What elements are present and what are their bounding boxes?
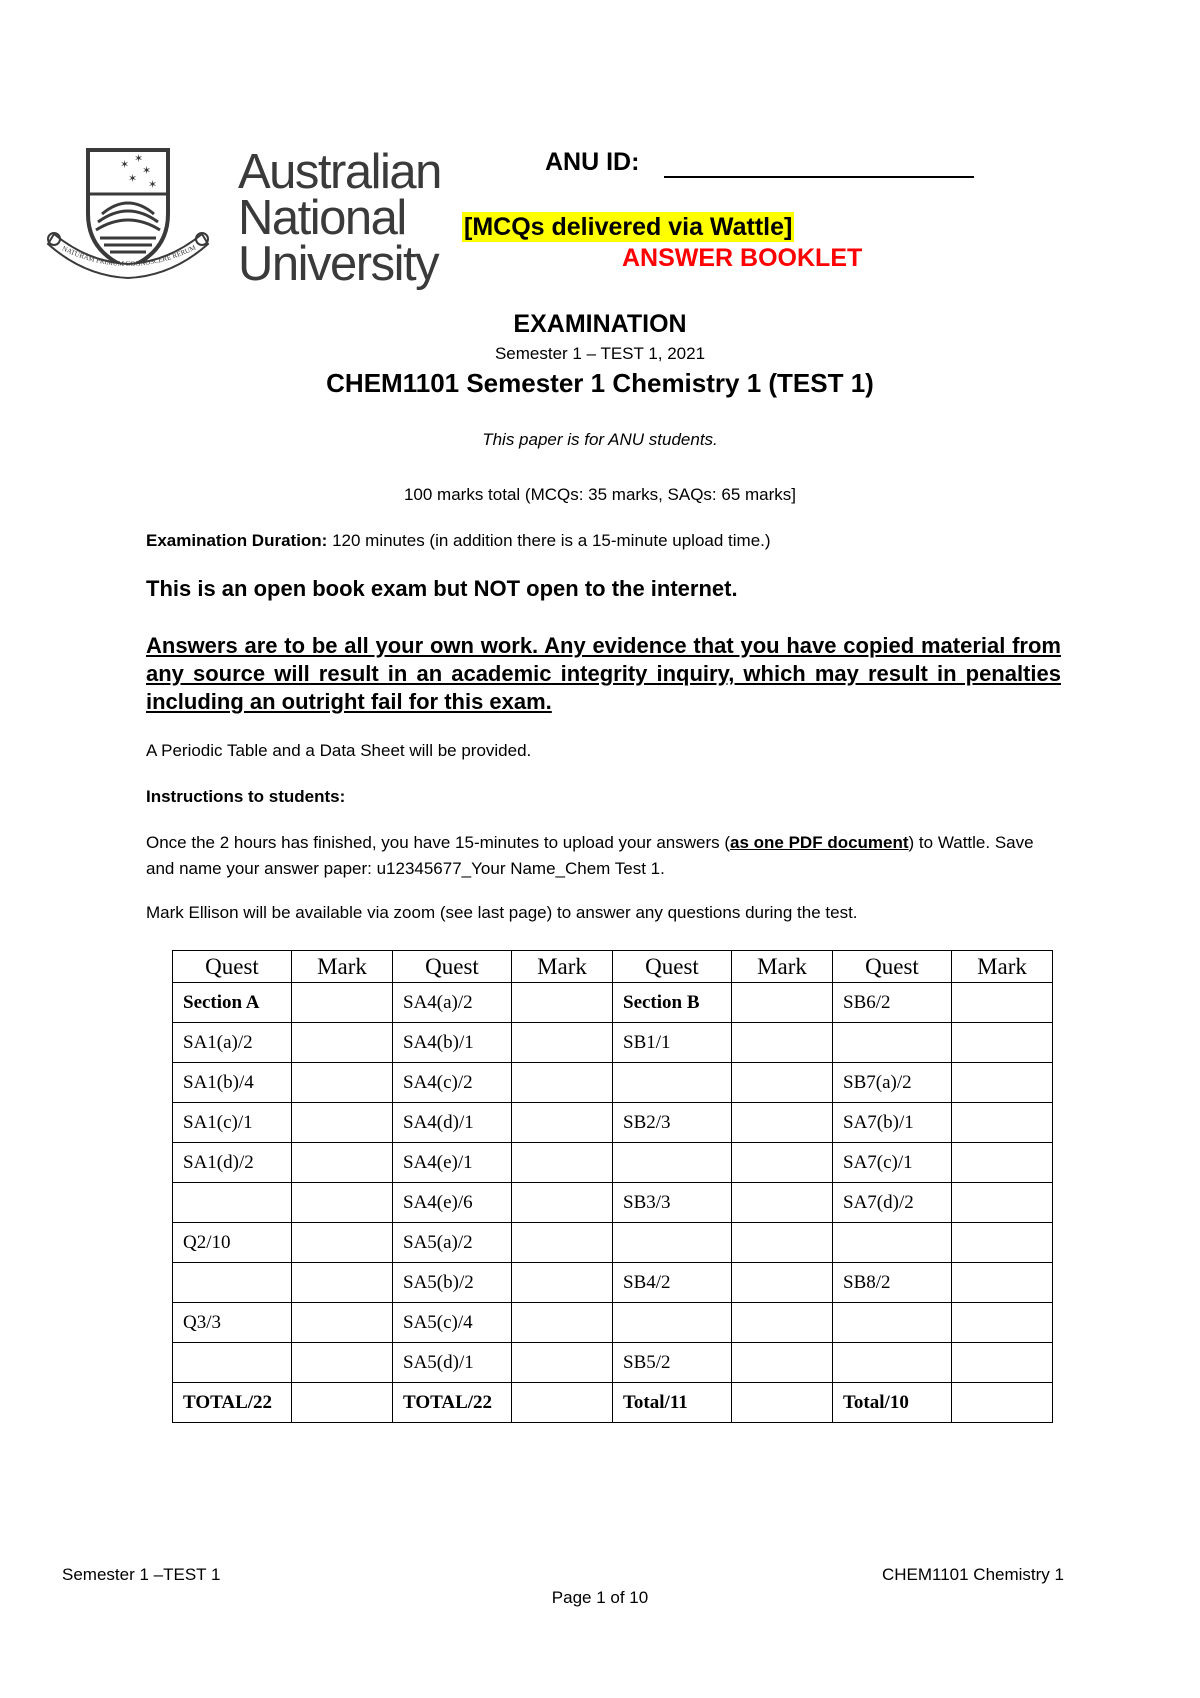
question-cell: SA5(a)/2: [393, 1223, 512, 1263]
mark-cell[interactable]: [732, 1303, 833, 1343]
question-cell: [613, 1223, 732, 1263]
logo-word-3: University: [238, 237, 439, 291]
open-book-notice: This is an open book exam but NOT open to the internet.: [146, 576, 738, 601]
question-cell: [833, 1223, 952, 1263]
table-row: [173, 1103, 1053, 1143]
question-cell: [173, 1263, 292, 1303]
question-cell: SA1(b)/4: [173, 1063, 292, 1103]
question-cell: [613, 1303, 732, 1343]
question-cell: [173, 1183, 292, 1223]
table-row: [173, 983, 1053, 1023]
upload-text-2: ) to Wattle. Save and name your answer paper: u12345677_Your Name_Chem Test 1.: [146, 833, 1034, 878]
question-cell: TOTAL/22: [173, 1383, 292, 1423]
table-row: [173, 1263, 1053, 1303]
question-cell: SB6/2: [833, 983, 952, 1023]
header-mark: Mark: [512, 951, 613, 983]
question-cell: [613, 1143, 732, 1183]
mark-cell[interactable]: [512, 1183, 613, 1223]
mark-cell[interactable]: [732, 1263, 833, 1303]
svg-text:✶: ✶: [148, 178, 158, 191]
mark-cell[interactable]: [512, 983, 613, 1023]
mark-cell[interactable]: [732, 1063, 833, 1103]
footer-right: CHEM1101 Chemistry 1: [881, 1565, 1064, 1584]
mcq-delivery-note: [MCQs delivered via Wattle]: [464, 213, 793, 241]
upload-format-emphasis: as one PDF document: [730, 833, 909, 852]
mark-cell[interactable]: [292, 983, 393, 1023]
table-body: [173, 983, 1053, 1423]
mark-cell[interactable]: [512, 1263, 613, 1303]
mark-cell[interactable]: [292, 1223, 393, 1263]
mark-cell[interactable]: [512, 1103, 613, 1143]
academic-integrity-warning: Answers are to be all your own work. Any evidence that you have copied material from any source will result in an academic integrity inquiry, which may result in penalties including an outright fail for this exam.: [146, 633, 1061, 714]
exam-duration: [146, 528, 1061, 554]
mark-cell[interactable]: [732, 1143, 833, 1183]
question-cell: SB5/2: [613, 1343, 732, 1383]
question-cell: SA7(b)/1: [833, 1103, 952, 1143]
table-row: [173, 1183, 1053, 1223]
mark-cell[interactable]: [292, 1183, 393, 1223]
table-header-row: [173, 951, 1053, 983]
table-row: [173, 1063, 1053, 1103]
question-cell: [833, 1303, 952, 1343]
question-cell: SA7(d)/2: [833, 1183, 952, 1223]
mark-cell[interactable]: [952, 1303, 1053, 1343]
logo-motto: NATURAM PRIMUM COGNOSCERE RERUM: [60, 243, 198, 269]
mark-cell[interactable]: [952, 1183, 1053, 1223]
anu-id-blank-line[interactable]: [664, 176, 974, 178]
mark-cell[interactable]: [292, 1303, 393, 1343]
mark-cell[interactable]: [952, 983, 1053, 1023]
question-cell: Section A: [173, 983, 292, 1023]
upload-instructions: [146, 830, 1061, 882]
header-quest: Quest: [613, 951, 732, 983]
svg-text:✶: ✶: [128, 172, 138, 185]
mark-cell[interactable]: [292, 1023, 393, 1063]
question-cell: [833, 1343, 952, 1383]
zoom-availability-note: Mark Ellison will be available via zoom (see last page) to answer any questions during the test.: [146, 903, 858, 922]
mark-cell[interactable]: [512, 1303, 613, 1343]
table-row: [173, 1303, 1053, 1343]
semester-line: Semester 1 – TEST 1, 2021: [494, 344, 706, 363]
mark-cell[interactable]: [512, 1383, 613, 1423]
mark-cell[interactable]: [952, 1023, 1053, 1063]
question-cell: Section B: [613, 983, 732, 1023]
question-cell: SB4/2: [613, 1263, 732, 1303]
table-row: [173, 1143, 1053, 1183]
mark-cell[interactable]: [732, 1383, 833, 1423]
header-mark: Mark: [292, 951, 393, 983]
question-cell: SB1/1: [613, 1023, 732, 1063]
table-row: [173, 1383, 1053, 1423]
question-cell: [173, 1343, 292, 1383]
header-quest: Quest: [833, 951, 952, 983]
question-cell: SA4(e)/1: [393, 1143, 512, 1183]
table-row: [173, 1343, 1053, 1383]
anu-id-label: ANU ID:: [545, 148, 640, 176]
mark-cell[interactable]: [952, 1223, 1053, 1263]
header-mark: Mark: [732, 951, 833, 983]
question-cell: Q2/10: [173, 1223, 292, 1263]
exam-heading: EXAMINATION: [513, 310, 687, 338]
paper-audience-note: This paper is for ANU students.: [482, 430, 718, 449]
mark-cell[interactable]: [952, 1263, 1053, 1303]
question-cell: SB8/2: [833, 1263, 952, 1303]
mark-cell[interactable]: [952, 1103, 1053, 1143]
marks-total: 100 marks total (MCQs: 35 marks, SAQs: 65 marks]: [403, 485, 797, 504]
mark-cell[interactable]: [732, 1023, 833, 1063]
mark-cell[interactable]: [732, 1103, 833, 1143]
logo-word-2: National: [238, 191, 406, 245]
question-cell: SA1(c)/1: [173, 1103, 292, 1143]
mark-cell[interactable]: [292, 1343, 393, 1383]
mark-cell[interactable]: [732, 1223, 833, 1263]
mark-cell[interactable]: [952, 1143, 1053, 1183]
instructions-heading: Instructions to students:: [146, 787, 346, 806]
mark-cell[interactable]: [512, 1343, 613, 1383]
mark-cell[interactable]: [292, 1383, 393, 1423]
svg-text:✶: ✶: [142, 164, 152, 177]
mark-cell[interactable]: [292, 1103, 393, 1143]
course-title: CHEM1101 Semester 1 Chemistry 1 (TEST 1): [326, 368, 874, 398]
mark-cell[interactable]: [732, 983, 833, 1023]
page-number: Page 1 of 10: [551, 1588, 649, 1607]
question-cell: SA1(d)/2: [173, 1143, 292, 1183]
table-row: [173, 1023, 1053, 1063]
mark-cell[interactable]: [952, 1343, 1053, 1383]
mark-cell[interactable]: [292, 1143, 393, 1183]
duration-text: 120 minutes (in addition there is a 15-minute upload time.): [327, 531, 771, 550]
mark-cell[interactable]: [292, 1263, 393, 1303]
question-cell: SA4(c)/2: [393, 1063, 512, 1103]
periodic-table-note: A Periodic Table and a Data Sheet will be provided.: [146, 741, 532, 760]
question-cell: SA7(c)/1: [833, 1143, 952, 1183]
mark-cell[interactable]: [952, 1063, 1053, 1103]
question-cell: SA1(a)/2: [173, 1023, 292, 1063]
question-cell: [833, 1023, 952, 1063]
question-cell: SA4(e)/6: [393, 1183, 512, 1223]
question-cell: SA4(d)/1: [393, 1103, 512, 1143]
header-mark: Mark: [952, 951, 1053, 983]
question-cell: SB3/3: [613, 1183, 732, 1223]
mark-cell[interactable]: [952, 1383, 1053, 1423]
question-cell: SA5(c)/4: [393, 1303, 512, 1343]
question-cell: Total/10: [833, 1383, 952, 1423]
footer-left: Semester 1 –TEST 1: [62, 1565, 221, 1584]
upload-text-1: Once the 2 hours has finished, you have 15-minutes to upload your answers (: [146, 833, 731, 852]
question-cell: SA5(b)/2: [393, 1263, 512, 1303]
table-row: [173, 1223, 1053, 1263]
question-cell: SB7(a)/2: [833, 1063, 952, 1103]
header-quest: Quest: [393, 951, 512, 983]
mark-cell[interactable]: [512, 1063, 613, 1103]
mark-cell[interactable]: [292, 1063, 393, 1103]
mark-cell[interactable]: [512, 1223, 613, 1263]
mark-cell[interactable]: [512, 1023, 613, 1063]
marks-table: [172, 950, 1053, 1423]
question-cell: SA5(d)/1: [393, 1343, 512, 1383]
anu-crest-logo: [44, 144, 212, 284]
mark-cell[interactable]: [732, 1183, 833, 1223]
logo-word-1: Australian: [238, 145, 441, 199]
mark-cell[interactable]: [732, 1343, 833, 1383]
question-cell: Q3/3: [173, 1303, 292, 1343]
header-quest: Quest: [173, 951, 292, 983]
answer-booklet-label: ANSWER BOOKLET: [622, 244, 863, 272]
question-cell: SA4(b)/1: [393, 1023, 512, 1063]
duration-label: Examination Duration:: [146, 531, 328, 550]
svg-text:✶: ✶: [134, 152, 144, 165]
question-cell: [613, 1063, 732, 1103]
question-cell: SA4(a)/2: [393, 983, 512, 1023]
question-cell: TOTAL/22: [393, 1383, 512, 1423]
question-cell: SB2/3: [613, 1103, 732, 1143]
question-cell: Total/11: [613, 1383, 732, 1423]
svg-text:✶: ✶: [120, 158, 130, 171]
mark-cell[interactable]: [512, 1143, 613, 1183]
